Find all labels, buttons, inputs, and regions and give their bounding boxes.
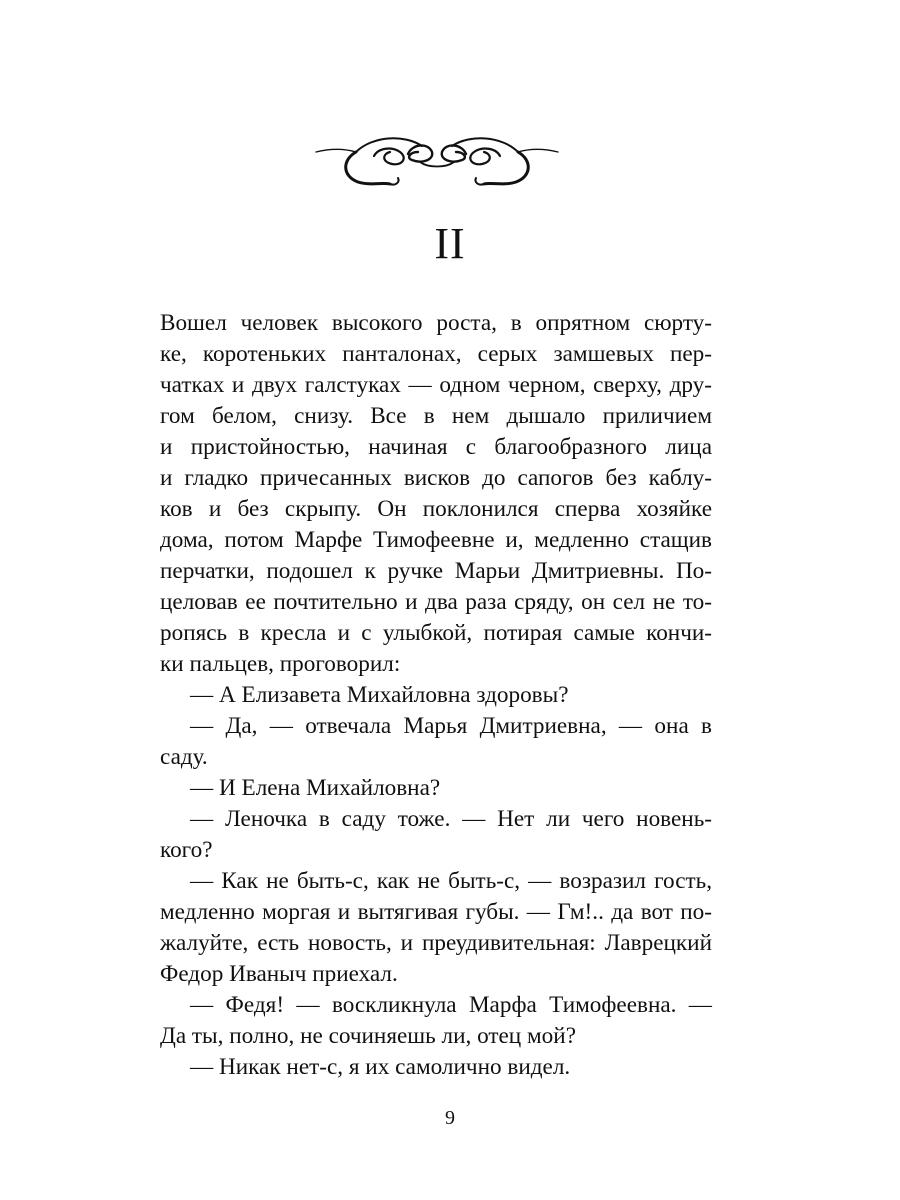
text-line: — Федя! — воскликнула Марфа Тимофеевна. — [190,992,712,1018]
text-line: кого? [160,837,213,863]
text-line: — Леночка в саду тоже. — Нет ли чего новень- [190,806,712,832]
text-line: ков и без скрыпу. Он поклонился сперва хозяйке [160,496,712,522]
text-line: дома, потом Марфе Тимофеевне и, медленно стащив [160,527,712,553]
text-line: ропясь в кресла и с улыбкой, потирая самые кончи- [160,620,712,646]
text-line: и гладко причесанных висков до сапогов без каблу- [160,465,712,491]
text-line: — А Елизавета Михайловна здоровы? [190,682,569,708]
text-line: чатках и двух галстуках — одном черном, сверху, дру- [160,372,712,398]
chapter-heading: II [434,219,466,268]
text-line: гом белом, снизу. Все в нем дышало приличием [160,403,712,429]
text-line: жалуйте, есть новость, и преудивительная: Лаврецкий [160,930,712,956]
text-line: — Да, — отвечала Марья Дмитриевна, — она в саду. [160,713,712,770]
body-text [160,308,712,1083]
text-line: — Никак нет-с, я их самолично видел. [190,1054,571,1080]
text-line: перчатки, подошел к ручке Марьи Дмитриевны. По- [160,558,712,584]
flourish-ornament-icon [312,128,562,196]
text-line: Да ты, полно, не сочиняешь ли, отец мой? [160,1023,576,1049]
text-line: ке, коротеньких панталонах, серых замшевых пер- [160,341,712,367]
text-line: Федор Иваныч приехал. [160,961,398,987]
text-line: целовав ее почтительно и два раза сряду, он сел не то- [160,589,712,615]
text-line: ки пальцев, проговорил: [160,651,401,677]
text-line: — Как не быть-с, как не быть-с, — возразил гость, [190,868,712,894]
text-line: Вошел человек высокого роста, в опрятном сюрту- [160,310,712,336]
text-line: медленно моргая и вытягивая губы. — Гм!.. да вот по- [160,899,712,925]
text-line: и пристойностью, начиная с благообразного лица [160,434,712,460]
text-line: — И Елена Михайловна? [190,775,441,801]
page-number: 9 [445,1107,455,1129]
